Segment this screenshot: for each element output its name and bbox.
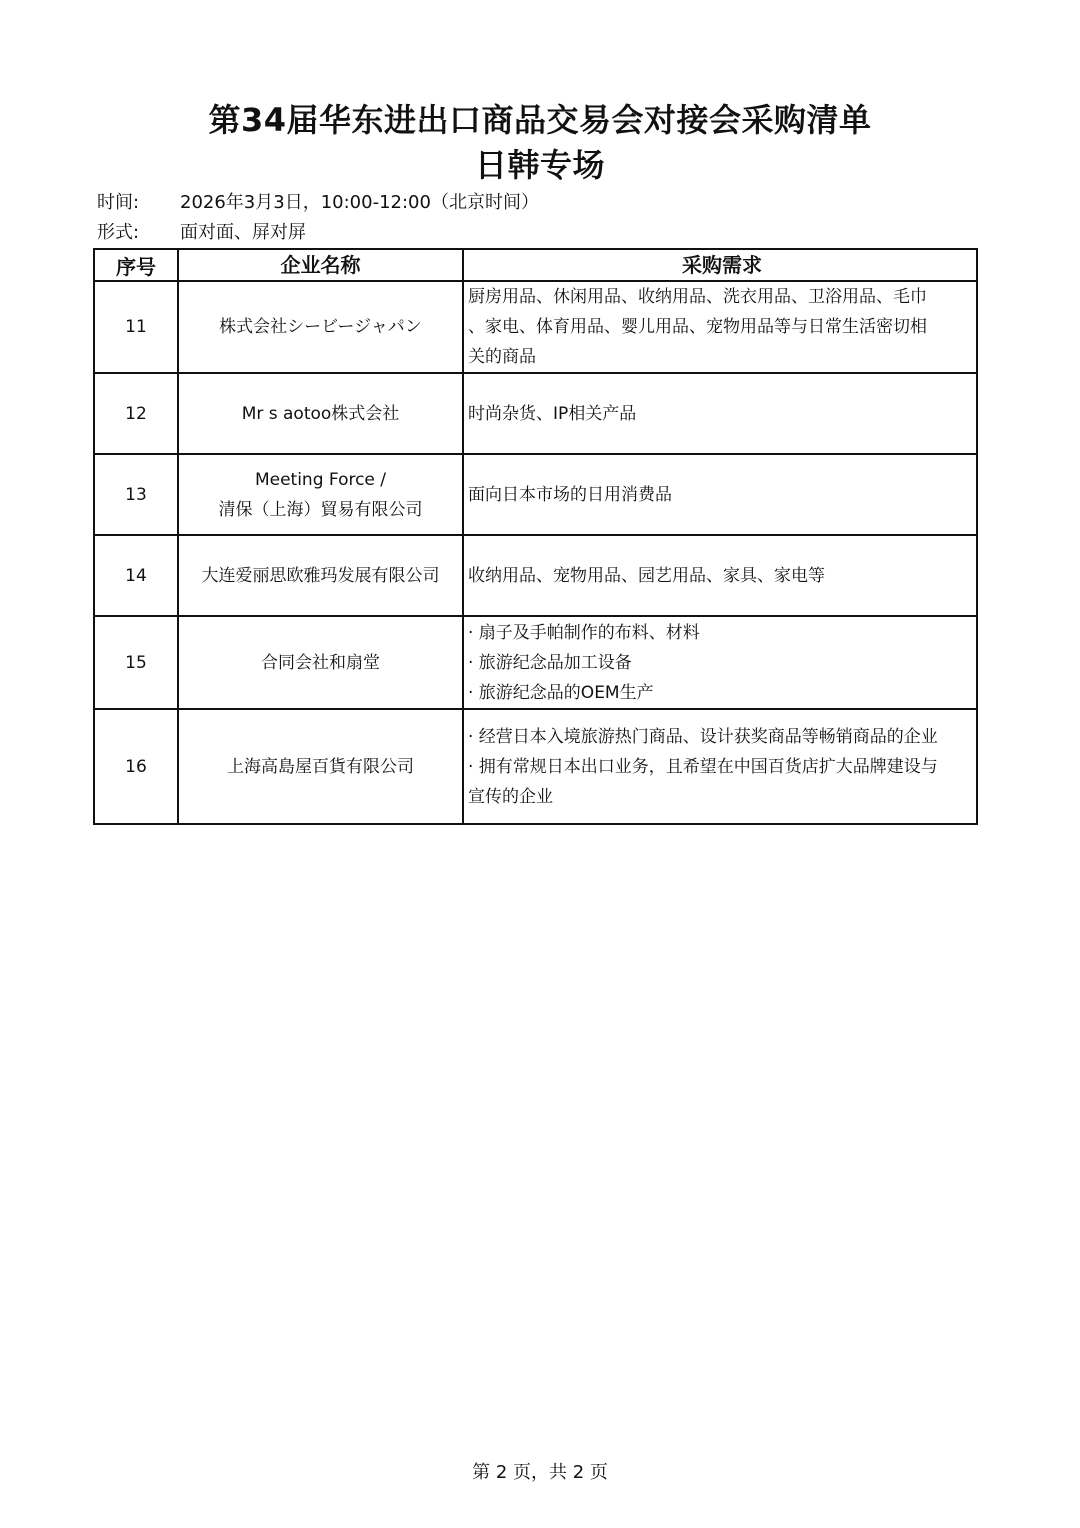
form-label: 形式: bbox=[97, 222, 140, 243]
requirement-line: · 经营日本入境旅游热门商品、设计获奖商品等畅销商品的企业 bbox=[468, 726, 938, 747]
requirement-line: 、家电、体育用品、婴儿用品、宠物用品等与日常生活密切相 bbox=[468, 317, 927, 337]
company-name-line: 清保（上海）貿易有限公司 bbox=[218, 499, 423, 520]
row-number: 12 bbox=[94, 373, 178, 454]
requirement-line: · 拥有常规日本出口业务，且希望在中国百货店扩大品牌建设与 bbox=[468, 756, 938, 777]
company-name-line: 合同会社和扇堂 bbox=[261, 652, 380, 673]
requirement-line: 面向日本市场的日用消费品 bbox=[468, 484, 672, 505]
header-requirement: 采购需求 bbox=[463, 249, 977, 281]
requirement-line: · 旅游纪念品加工设备 bbox=[468, 652, 632, 673]
company-name bbox=[178, 535, 463, 616]
row-number: 16 bbox=[94, 709, 178, 824]
procurement-table bbox=[93, 248, 978, 825]
requirement bbox=[463, 373, 977, 454]
company-name bbox=[178, 454, 463, 535]
header-company: 企业名称 bbox=[178, 249, 463, 281]
form-value: 面对面、屏对屏 bbox=[180, 222, 306, 243]
requirement bbox=[463, 616, 977, 709]
company-name-line: Meeting Force / bbox=[254, 469, 387, 490]
table-row bbox=[94, 281, 977, 373]
table-row bbox=[94, 535, 977, 616]
company-name-line: Mr s aotoo株式会社 bbox=[241, 403, 400, 424]
row-number: 14 bbox=[94, 535, 178, 616]
table-row bbox=[94, 709, 977, 824]
table-row bbox=[94, 454, 977, 535]
company-name-line: 大连爱丽思欧雅玛发展有限公司 bbox=[201, 565, 440, 586]
page-subtitle: 日韩专场 bbox=[474, 146, 605, 184]
company-name-line: 株式会社シービージャパン bbox=[219, 317, 422, 337]
row-number: 11 bbox=[94, 281, 178, 373]
requirement bbox=[463, 535, 977, 616]
company-name bbox=[178, 709, 463, 824]
requirement-line: 厨房用品、休闲用品、收纳用品、洗衣用品、卫浴用品、毛巾 bbox=[468, 287, 927, 307]
requirement-line: 关的商品 bbox=[468, 347, 536, 367]
row-number: 13 bbox=[94, 454, 178, 535]
company-name bbox=[178, 373, 463, 454]
table-row bbox=[94, 616, 977, 709]
table-header-row bbox=[94, 249, 977, 281]
company-name bbox=[178, 616, 463, 709]
page-title: 第34届华东进出口商品交易会对接会采购清单 bbox=[208, 101, 872, 139]
page-footer: 第 2 页，共 2 页 bbox=[472, 1462, 608, 1483]
time-value: 2026年3月3日，10:00-12:00（北京时间） bbox=[180, 192, 539, 213]
time-label: 时间: bbox=[97, 192, 140, 213]
requirement bbox=[463, 709, 977, 824]
requirement bbox=[463, 281, 977, 373]
requirement-line: 时尚杂货、IP相关产品 bbox=[468, 403, 637, 424]
requirement-line: 收纳用品、宠物用品、园艺用品、家具、家电等 bbox=[468, 565, 825, 586]
company-name-line: 上海高島屋百貨有限公司 bbox=[227, 756, 414, 777]
requirement bbox=[463, 454, 977, 535]
requirement-line: · 扇子及手帕制作的布料、材料 bbox=[468, 622, 700, 643]
header-no: 序号 bbox=[94, 249, 178, 281]
table-row bbox=[94, 373, 977, 454]
meta-form-row bbox=[97, 220, 306, 246]
meta-time-row bbox=[97, 190, 539, 216]
company-name bbox=[178, 281, 463, 373]
row-number: 15 bbox=[94, 616, 178, 709]
requirement-line: · 旅游纪念品的OEM生产 bbox=[468, 682, 654, 703]
requirement-line: 宣传的企业 bbox=[468, 786, 553, 807]
